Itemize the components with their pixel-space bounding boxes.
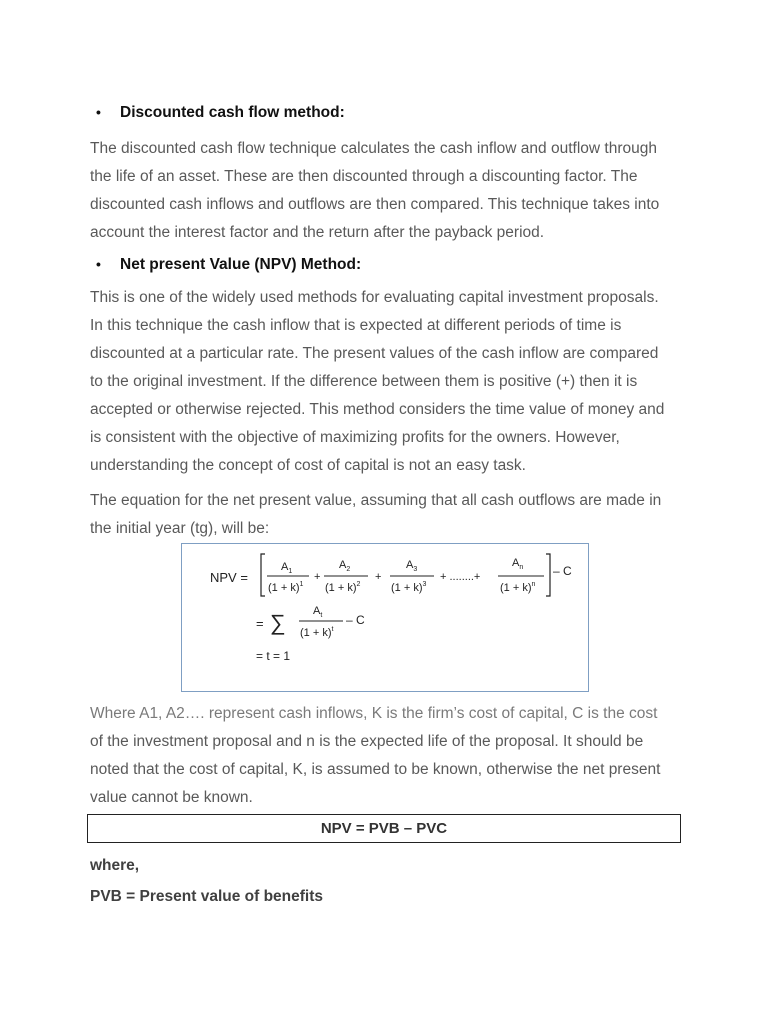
where-label: where, — [90, 857, 140, 874]
bullet-icon: • — [96, 104, 101, 120]
heading-text: Discounted cash flow method: — [120, 104, 345, 121]
term-3 — [390, 559, 434, 594]
formula-lhs: NPV = — [210, 570, 248, 585]
sum-numerator: $A_t$ — [313, 605, 323, 619]
term-denominator: $(1 + k)^n$ — [500, 581, 536, 594]
term-numerator: $A_3$ — [406, 559, 418, 573]
sigma-icon: ∑ — [270, 610, 286, 635]
paragraph-line: discounted cash inflows and outflows are then compared. This technique takes into — [90, 196, 660, 213]
term-denominator: $(1 + k)^2$ — [325, 581, 361, 594]
term-numerator: $A_1$ — [281, 561, 293, 575]
term-numerator: $A_2$ — [339, 559, 351, 573]
section-heading-dcf — [96, 104, 345, 122]
paragraph-line: discounted at a particular rate. The present values of the cash inflow are compared — [90, 345, 659, 362]
paragraph-dcf — [90, 135, 690, 247]
bullet-icon: • — [96, 256, 101, 272]
paragraph-line: The equation for the net present value, assuming that all cash outflows are made in — [90, 492, 662, 509]
formula-equals: = — [256, 616, 264, 631]
sum-denominator: $(1 + k)^t$ — [300, 626, 334, 639]
plus-sign: + — [375, 571, 382, 583]
npv-equation-box: NPV = PVB – PVC — [87, 814, 681, 843]
paragraph-where — [90, 700, 690, 812]
paragraph-line: In this technique the cash inflow that is expected at different periods of time is — [90, 317, 622, 334]
term-denominator: $(1 + k)^3$ — [391, 581, 427, 594]
formula-sum-index: = t = 1 — [256, 649, 291, 663]
paragraph-line: the life of an asset. These are then discounted through a discounting factor. The — [90, 168, 638, 185]
term-1 — [267, 561, 309, 594]
paragraph-line: is consistent with the objective of maximizing profits for the owners. However, — [90, 429, 620, 446]
plus-sign: + — [314, 571, 321, 583]
paragraph-line: accepted or otherwise rejected. This method considers the time value of money and — [90, 401, 665, 418]
paragraph-line: understanding the concept of cost of capital is not an easy task. — [90, 457, 526, 474]
paragraph-line: to the original investment. If the difference between them is positive (+) then it is — [90, 373, 638, 390]
paragraph-line: account the interest factor and the return after the payback period. — [90, 224, 545, 241]
paragraph-line: The discounted cash flow technique calculates the cash inflow and outflow through — [90, 140, 657, 157]
formula-ellipsis: + ........+ — [440, 571, 481, 583]
left-bracket — [261, 554, 265, 596]
pvb-definition: PVB = Present value of benefits — [90, 888, 324, 905]
heading-text: Net present Value (NPV) Method: — [120, 256, 362, 273]
paragraph-line: value cannot be known. — [90, 789, 253, 806]
npv-formula-image — [181, 543, 589, 692]
formula-svg — [182, 544, 588, 691]
paragraph-line: Where A1, A2…. represent cash inflows, K is the firm’s cost of capital, C is the cost — [90, 705, 658, 722]
section-heading-npv — [96, 256, 361, 274]
paragraph-line: of the investment proposal and n is the expected life of the proposal. It should be — [90, 733, 644, 750]
paragraph-line: noted that the cost of capital, K, is assumed to be known, otherwise the net present — [90, 761, 661, 778]
term-n — [498, 557, 544, 594]
paragraph-equation-intro — [90, 487, 690, 543]
term-denominator: $(1 + k)^1$ — [268, 581, 304, 594]
paragraph-npv — [90, 284, 690, 480]
formula-minus-c: – C — [553, 564, 572, 578]
term-numerator: $A_n$ — [512, 557, 524, 571]
term-2 — [324, 559, 368, 594]
paragraph-line: the initial year (tg), will be: — [90, 520, 270, 537]
paragraph-line: This is one of the widely used methods for evaluating capital investment proposals. — [90, 289, 659, 306]
formula-minus-c: – C — [346, 613, 365, 627]
right-bracket — [546, 554, 550, 596]
